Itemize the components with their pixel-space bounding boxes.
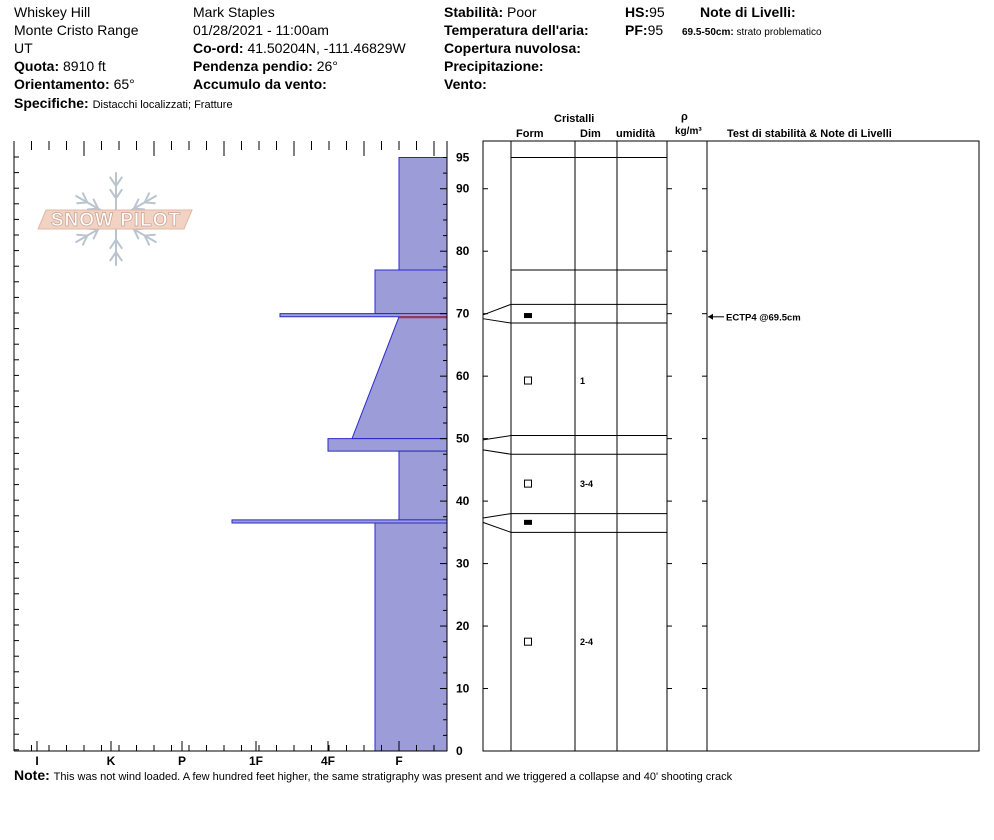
hs-label: HS:	[625, 4, 650, 20]
aspect-label: Orientamento:	[14, 76, 110, 92]
depth-tick-label: 80	[456, 244, 470, 259]
layers-frame	[483, 141, 979, 751]
crystal-form-open-icon	[525, 638, 532, 645]
hardness-tick-label: K	[106, 754, 116, 768]
stability-panel	[708, 312, 801, 323]
hardness-layer	[375, 523, 447, 751]
stability-arrow-head	[708, 314, 713, 320]
crystal-size-label: 1	[580, 376, 586, 387]
hardness-layer	[375, 270, 447, 314]
depth-tick-label: 0	[456, 744, 463, 758]
state-name: UT	[14, 40, 33, 56]
hardness-tick-label: P	[177, 754, 187, 768]
air-temp-label: Temperatura dell'aria:	[444, 22, 589, 38]
logo-text: SNOW PILOT	[50, 210, 182, 231]
hardness-layer	[352, 317, 447, 439]
layer-connector	[483, 450, 511, 454]
specifics-value: Distacchi localizzati; Fratture	[92, 99, 233, 111]
hardness-layer	[399, 451, 447, 520]
note-text: This was not wind loaded. A few hundred feet higher, the same stratigraphy was present and we triggered a collapse and 40' shooting crack	[53, 771, 733, 783]
cloud-cover-label: Copertura nuvolosa:	[444, 40, 581, 56]
hardness-tick-label: 4F	[320, 754, 336, 768]
location-name: Whiskey Hill	[14, 4, 91, 20]
pf-value: 95	[647, 22, 664, 38]
depth-tick-label: 70	[456, 306, 470, 321]
depth-tick-label: 50	[456, 431, 470, 446]
layer-note-range: 69.5-50cm:	[682, 27, 734, 38]
stability-notes-header: Test di stabilità & Note di Livelli	[727, 128, 892, 140]
specifics-label: Specifiche:	[14, 95, 89, 111]
crystal-size-label: 3-4	[580, 479, 594, 490]
pf-label: PF:	[625, 22, 648, 38]
hardness-layer	[328, 439, 447, 451]
depth-tick-label: 90	[456, 181, 470, 196]
hardness-tick-label: F	[395, 754, 403, 768]
crystal-form-open-icon	[525, 377, 532, 384]
depth-tick-label: 60	[456, 369, 470, 384]
crystal-form-filled-icon	[524, 520, 532, 525]
precipitation-label: Precipitazione:	[444, 58, 544, 74]
coord-label: Co-ord:	[193, 40, 244, 56]
hardness-tick-label: 1F	[248, 754, 264, 768]
crystals-header: Cristalli	[554, 113, 595, 125]
wind-label: Vento:	[444, 76, 487, 92]
crystal-form-open-icon	[525, 480, 532, 487]
snowflake-branch	[77, 202, 87, 203]
crystal-size-label: 2-4	[580, 637, 594, 648]
hs-value: 95	[649, 4, 665, 20]
wind-loading-label: Accumulo da vento:	[193, 76, 327, 92]
depth-tick-label: 95	[456, 150, 470, 165]
elevation-value: 8910 ft	[63, 58, 106, 74]
layer-notes-label: Note di Livelli:	[700, 4, 796, 20]
stability-test-label: ECTP4 @69.5cm	[726, 312, 801, 324]
hardness-tick-label: I	[35, 754, 39, 768]
depth-tick-label: 10	[456, 681, 470, 696]
slope-value: 26°	[316, 58, 338, 74]
layer-connector	[483, 514, 511, 518]
depth-tick-label: 30	[456, 556, 470, 571]
hardness-layer	[399, 158, 447, 270]
observer-name: Mark Staples	[193, 4, 275, 20]
depth-tick-label: 20	[456, 619, 470, 634]
note-label: Note:	[14, 767, 50, 783]
layers-panel	[483, 141, 979, 751]
snowflake-branch	[77, 235, 87, 236]
layer-connector	[483, 522, 511, 532]
size-header: Dim	[580, 128, 601, 140]
snowflake-branch	[145, 235, 155, 236]
moisture-header: umidità	[616, 128, 656, 140]
density-unit-header: kg/m³	[675, 126, 702, 137]
rho-header: ρ	[681, 111, 688, 123]
snowflake-branch	[145, 202, 155, 203]
depth-tick-label: 40	[456, 494, 470, 509]
coord-value: 41.50204N, -111.46829W	[247, 40, 406, 56]
observation-datetime: 01/28/2021 - 11:00am	[193, 22, 329, 38]
form-header: Form	[516, 128, 544, 140]
layer-connector	[483, 304, 511, 315]
stability-label: Stabilità:	[444, 4, 504, 20]
crystal-form-filled-icon	[524, 313, 532, 318]
stability-value: Poor	[507, 4, 537, 20]
layer-connector	[483, 319, 511, 323]
slope-label: Pendenza pendio:	[193, 58, 313, 74]
range-name: Monte Cristo Range	[14, 22, 139, 38]
layer-note-text: strato problematico	[736, 27, 822, 38]
snowpilot-logo	[38, 173, 192, 265]
hardness-plot	[232, 158, 447, 752]
layer-connector	[483, 436, 511, 440]
elevation-label: Quota:	[14, 58, 60, 74]
aspect-value: 65°	[113, 76, 135, 92]
